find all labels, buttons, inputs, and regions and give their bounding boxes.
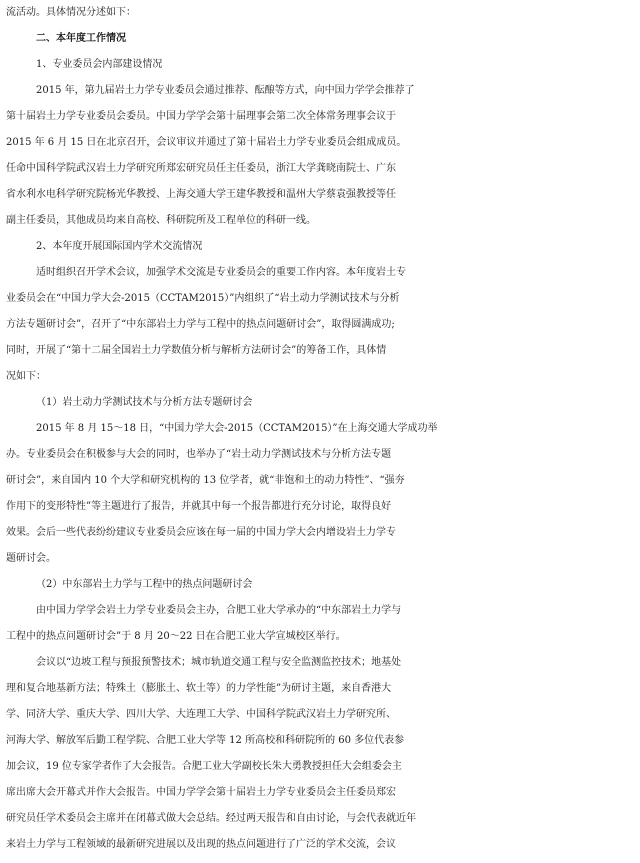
text-line: 省水利水电科学研究院杨光华教授、上海交通大学王建华教授和温州大学蔡袁强教授等任 (6, 189, 396, 200)
text-line: （1）岩土动力学测试技术与分析方法专题研讨会 (36, 397, 253, 408)
text-line: 席出席大会开幕式并作大会报告。中国力学学会第十届岩土力学专业委员会主任委员郑宏 (6, 787, 396, 798)
text-line: 题研讨会。 (6, 553, 56, 564)
text-line: 工程中的热点问题研讨会”于 8 月 20～22 日在合肥工业大学宣城校区举行。 (6, 631, 346, 642)
text-line: 1、专业委员会内部建设情况 (36, 59, 163, 70)
text-line: 任命中国科学院武汉岩土力学研究所郑宏研究员任主任委员，浙江大学龚晓南院士、广东 (6, 163, 396, 174)
text-line: 方法专题研讨会”，召开了“中东部岩土力学与工程中的热点问题研讨会”，取得圆满成功; (6, 319, 395, 330)
section-heading: 二、本年度工作情况 (36, 33, 126, 44)
text-line: 办。专业委员会在积极参与大会的同时，也举办了“岩土动力学测试技术与分析方法专题 (6, 449, 392, 460)
text-line: 由中国力学学会岩土力学专业委员会主办，合肥工业大学承办的“中东部岩土力学与 (36, 605, 402, 616)
text-line: 作用下的变形特性”等主题进行了报告，并就其中每一个报告都进行充分讨论，取得良好 (6, 501, 392, 512)
text-line: 河海大学、解放军后勤工程学院、合肥工业大学等 12 所高校和科研院所的 60 多位代表参 (6, 735, 405, 746)
text-line: 加会议，19 位专家学者作了大会报告。合肥工业大学副校长朱大勇教授担任大会组委会主 (6, 761, 402, 772)
text-line: 会议以“边坡工程与预报预警技术；城市轨道交通工程与安全监测监控技术；地基处 (36, 657, 402, 668)
text-line: （2）中东部岩土力学与工程中的热点问题研讨会 (36, 579, 253, 590)
text-line: 研究员任学术委员会主席并在闭幕式做大会总结。经过两天报告和自由讨论，与会代表就近年 (6, 813, 416, 824)
text-line: 学、同济大学、重庆大学、四川大学、大连理工大学、中国科学院武汉岩土力学研究所、 (6, 709, 396, 720)
text-line: 来岩土力学与工程领域的最新研究进展以及出现的热点问题进行了广泛的学术交流，会议 (6, 839, 396, 850)
text-line: 2015 年 8 月 15～18 日，“中国力学大会-2015（CCTAM2015）”在上海交通大学成功举 (36, 423, 438, 434)
text-line: 2015 年 6 月 15 日在北京召开，会议审议并通过了第十届岩土力学专业委员会组成成员。 (6, 137, 407, 148)
text-line: 效果。会后一些代表纷纷建议专业委员会应该在每一届的中国力学大会内增设岩土力学专 (6, 527, 396, 538)
text-line: 2、本年度开展国际国内学术交流情况 (36, 241, 203, 252)
text-line: 2015 年，第九届岩土力学专业委员会通过推荐、酝酿等方式，向中国力学学会推荐了 (36, 85, 415, 96)
text-line: 适时组织召开学术会议，加强学术交流是专业委员会的重要工作内容。本年度岩土专 (36, 267, 406, 278)
text-line: 副主任委员，其他成员均来自高校、科研院所及工程单位的科研一线。 (6, 215, 316, 226)
text-line: 研讨会”，来自国内 10 个大学和研究机构的 13 位学者，就“非饱和土的动力特性”、“强夯 (6, 475, 405, 486)
text-line: 业委员会在“中国力学大会-2015（CCTAM2015）”内组织了“岩土动力学测试技术与分析 (6, 293, 400, 304)
text-line: 同时，开展了“第十二届全国岩土力学数值分析与解析方法研讨会”的筹备工作，具体情 (6, 345, 387, 356)
text-line: 理和复合地基新方法；特殊土（膨胀土、软土等）的力学性能”为研讨主题，来自香港大 (6, 683, 392, 694)
text-line: 流活动。具体情况分述如下： (6, 7, 136, 18)
text-line: 况如下： (6, 371, 46, 382)
text-line: 第十届岩土力学专业委员会委员。中国力学学会第十届理事会第二次全体常务理事会议于 (6, 111, 396, 122)
